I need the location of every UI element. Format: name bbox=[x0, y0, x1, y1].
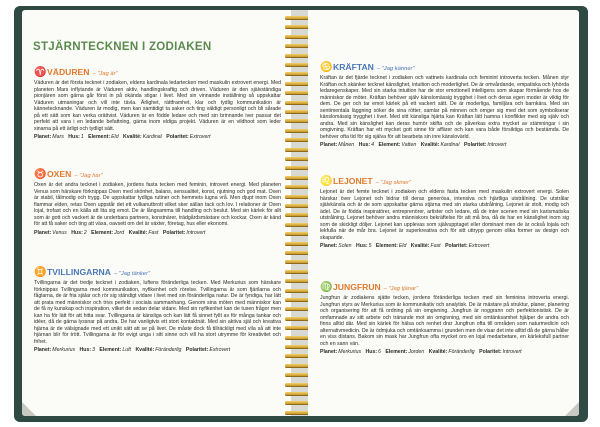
section-text: Jungfrun är zodiakens sjätte tecken, jordens föränderliga tecken med sin feminina introverta energi. Jungfrun styrs av Merkurius som är kommunikativ och analytisk. De är mästare på struktur, planer, planering och organisering för att få ordning på sin omgivning. Jungfrun är noggrann och perfektionistisk. De är omfamnade av sitt arbete och tränande mot sin omgivning, med sin omtänksamhet hjälper de andra och finns alltid där. Med sin kärlek för hälsa och renhet drar Jungfrun ofta till områden som naturmedicin och alternativmedicin. De är ödmjuka och omtänksamma i grunden men de visar det inte alltid då de gärna håller en viss distans. Bakom sin mask har Jungfrun ofta mycket oro en lojal medarbetare, en kärleksfull partner och en sann vän. bbox=[320, 295, 569, 347]
section-tagline: – "Jag tänker" bbox=[113, 271, 151, 277]
section-header bbox=[34, 169, 281, 180]
section-header bbox=[34, 67, 281, 78]
section-meta: Planet:Merkurius Hus:3 Element:Luft Kvalité:Föränderlig Polaritet:Extrovert bbox=[34, 347, 231, 353]
section-tvillingarna bbox=[22, 267, 291, 353]
section-text: Väduren är det första tecknet i zodiaken, eldens kardinala ledartecken med maskulin extrovert energi. Med planeten Mars inflytande är Väduren aktiv, handlingskraftig och driven. Väduren är den självständiga pionjären som gärna går först in på okända stigar i livet. Med sin vinnande inställning så uppskattar Väduren utmaningar och vill inte tävla. Ärlighet, rättframhet, klar och tydlig kommunikation är kännetecknande. Väduren är modig, men kan samtidigt ta saker och ting väldigt personligt och bli sårade på ett sätt som kan verka orättvist. Väduren är en födde ledare och med sin brinnande iver passar det perfekt att vara i en ledande befattning, gärna inom eldiga projekt. Väduren är en vildhoot som leder sinarna på ett ärligt och tydligt sätt. bbox=[34, 80, 281, 132]
section-text: Oxen är det andra tecknet i zodiaken, jordens fasta tecken med feminin, introvert energi. Med planeten Venus som härskare förknippas Oxen med skönhet, balans, sensualitet, konst, njutning och god mat. Oxen är stabil, tålmodig och trygg. De uppskattar tydliga rutiner och hemmets lugna vrå. Men djupt inom Oxen flammar elden, retas Oxen uppstår det ett vulkanutbrott vilket sker sällan tack och lov. I relationer är Oxen lojal, trofast och en källa att lita sig emot. De är långsamma till handling och beslut. Med sin kärlek för allt som är gott och vackert är de underbara partners, konstnärer, trädgårdsmästare och kockar. Oxen är känd för att få saker och ting att växa, oavsett om det är växter, företag, hus eller ekonomi. bbox=[34, 182, 281, 227]
section-meta: Planet:Merkurius Hus:6 Element:Jorden Kvalité:Föränderlig Polaritet:Introvert bbox=[320, 349, 522, 355]
section-title: LEJONET bbox=[333, 176, 373, 186]
section-title: TVILLINGARNA bbox=[47, 267, 111, 277]
section-text: Tvillingarna är det tredje tecknet i zodiaken, luftens föränderliga tecken. Med Merkurius som härskare förknippas Tvillingarna med kommunikation, nyfikenhet och rörelse. Tvillingarna är som fjärilarna och fåglarna, de är fria själar och rör sig ständigt vidare i livet med sin föränderliga natur. De är fyndiga, har lätt att prata med människor och trivs perfekt i sociala sammanhang. Genom sina möten med människor kan de få ny kunskap och inspiration, vilket de sedan delar vidare. Med sin nyfikenhet kan de tusen frågor men kan ha för lätt för att hitta svar. Tvillingarna är känsliga och kan lätt få sinnet fyllt av för många tankar och idéer, då de gärna lyssnar på andra. De har vanligtvis ett stort kontaktnät. Med sin aktiva själ och kreativa hjärna är de välsignade med ett unikt sätt att se på livet. De måste dock få tillräckligt med vila så att inte hjärnan blir för trött. Tvillingarna är för evigt unga i sitt sinne och vill ha stort utrymme för kreativitet och frihet. bbox=[34, 280, 281, 345]
section-tagline: – "Jag tjänar" bbox=[383, 286, 419, 292]
cancer-icon: ♋ bbox=[320, 62, 333, 73]
section-meta: Planet:Månen Hus:4 Element:Vatten Kvalité:Kardinal Polaritet:Introvert bbox=[320, 142, 507, 148]
section-kraftan bbox=[308, 62, 579, 148]
section-title: VÄDUREN bbox=[47, 67, 90, 77]
section-header bbox=[34, 267, 281, 278]
section-text: Lejonet är det femte tecknet i zodiaken och eldens fasta tecken med maskulin extrovert energi. Solen härskar över Lejonet och bidrar till deras generösa, intensiva och hjärtliga utstrålning. De utstrålar självkänsla och är de som uppskattar gärna stjärna med sin starka utstrålning. Lejonet är stolt, modig och ädel. De är födda inspiratörer, entreprenörer, artister och ledare, då de inter scenen med sin karismatiska utstrålning. Lejonet behöver andra människors bekräftelse för att må bra, då de har en känslighet inom sig som de skickligt döljer. Lejonet kan upplevas som självupptaget eller dominant men de är också lojala och lekfulla när de mår bra. Lejonet är superkreativa och för sitt uttrypp genom olika former av design och skapande. bbox=[320, 189, 569, 241]
section-title: OXEN bbox=[47, 169, 72, 179]
section-tagline: – "Jag är" bbox=[92, 71, 118, 77]
taurus-icon: ♉ bbox=[34, 169, 47, 180]
section-title: KRÄFTAN bbox=[333, 62, 374, 72]
section-header bbox=[320, 176, 569, 187]
right-page bbox=[308, 10, 579, 416]
section-text: Kräftan är det fjärde tecknet i zodiaken och vattnets kardinala och feminint introverta tecken. Månen styr Kräftan och skänker tecknet känslighet, intuition och moderlighet. De är omvårdande, empatiska och lyhörda ledaregenskaper. Med sin starka intuition har de stor emotionell intelligens som skapar förmående hos de människor de möter. Kräftan behöver själv känslomässig trygghet i livet och deras egen moder är viktig för dem. De ger och tar emot kärlek på ett vackert sätt. De är moderliga, familjära och barnkära. Med sin sentimentala läggning söker de sina rötter, samlar på minnen och omger sig med det som symboliserar känslomässig trygghet i livet. Med sitt känsliga hjärta kan Kräftan lätt hamna i konflikter med sig själv och andra. Med sin känslighet kan deras humör skifta och de påverkas extra mycket av stämningar i sin omgivning. Kräftan har ett mycket gott sinne för affärer och kan vara både försiktiga och bestämda. De behöver ofta tid för sig själva för att bearbeta sin inre känslovärld. bbox=[320, 75, 569, 140]
section-title: JUNGFRUN bbox=[333, 282, 381, 292]
leo-icon: ♌ bbox=[320, 176, 333, 187]
section-meta: Planet:Mars Hus:1 Element:Eld Kvalité:Kardinal Polaritet:Extrovert bbox=[34, 134, 211, 140]
section-meta: Planet:Solen Hus:5 Element:Eld Kvalité:Fast Polaritet:Extrovert bbox=[320, 243, 490, 249]
page-corner-fold bbox=[565, 402, 579, 416]
aries-icon: ♈ bbox=[34, 67, 47, 78]
section-vaduren bbox=[22, 67, 291, 140]
section-tagline: – "Jag skiner" bbox=[375, 180, 412, 186]
gemini-icon: ♊ bbox=[34, 267, 47, 278]
section-tagline: – "Jag känner" bbox=[376, 66, 415, 72]
section-header bbox=[320, 282, 569, 293]
section-meta: Planet:Venus Hus:2 Element:Jord Kvalité:Fast Polaritet:Introvert bbox=[34, 229, 206, 236]
section-header bbox=[320, 62, 569, 73]
virgo-icon: ♍ bbox=[320, 282, 333, 293]
section-jungfrun bbox=[308, 282, 579, 355]
section-oxen bbox=[22, 169, 291, 236]
section-lejonet bbox=[308, 176, 579, 249]
page-title: STJÄRNTECKNEN I ZODIAKEN bbox=[33, 41, 212, 53]
page-corner-fold bbox=[22, 402, 36, 416]
left-page bbox=[22, 10, 291, 416]
section-tagline: – "Jag har" bbox=[74, 173, 103, 179]
